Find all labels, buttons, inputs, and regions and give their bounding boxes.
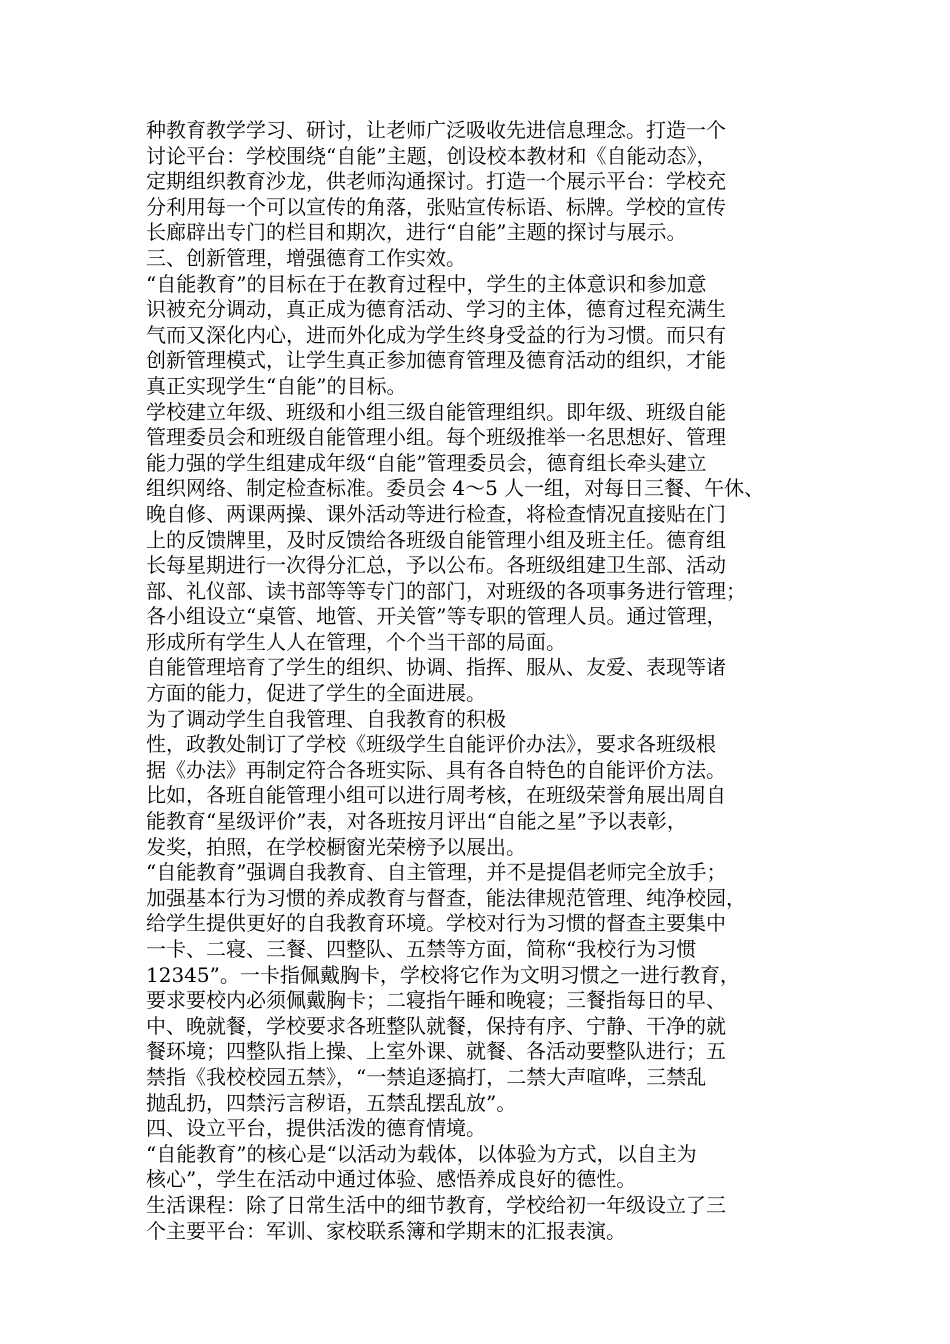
text-line: 上的反馈牌里，及时反馈给各班级自能管理小组及班主任。德育组 <box>146 527 726 552</box>
text-line: 识被充分调动，真正成为德育活动、学习的主体，德育过程充满生 <box>146 297 726 322</box>
text-line: 性，政教处制订了学校《班级学生自能评价办法》，要求各班级根 <box>146 732 716 757</box>
text-line: 能力强的学生组建成年级“自能”管理委员会，德育组长牵头建立 <box>146 450 707 475</box>
text-line: 讨论平台：学校围绕“自能”主题，创设校本教材和《自能动态》， <box>146 143 717 168</box>
text-line: 中、晚就餐，学校要求各班整队就餐，保持有序、宁静、干净的就 <box>146 1013 726 1038</box>
text-line: 一卡、二寝、三餐、四整队、五禁等方面，简称“我校行为习惯 <box>146 937 697 961</box>
text-line: 据《办法》再制定符合各班实际、具有各自特色的自能评价方法。 <box>146 757 726 782</box>
text-line: 核心”，学生在活动中通过体验、感悟养成良好的德性。 <box>146 1167 637 1192</box>
text-line: 分利用每一个可以宣传的角落，张贴宣传标语、标牌。学校的宣传 <box>146 194 726 219</box>
document-body <box>146 118 816 1244</box>
text-line: 种教育教学学习、研讨，让老师广泛吸收先进信息理念。打造一个 <box>146 118 726 142</box>
text-line: 创新管理模式，让学生真正参加德育管理及德育活动的组织，才能 <box>146 348 726 373</box>
text-line: 12345”。一卡指佩戴胸卡，学校将它作为文明习惯之一进行教育， <box>146 962 740 987</box>
text-line: 部、礼仪部、读书部等等专门的部门，对班级的各项事务进行管理； <box>146 578 746 603</box>
text-line: 加强基本行为习惯的养成教育与督查，能法律规范管理、纯净校园， <box>146 885 746 910</box>
text-line: 真正实现学生“自能”的目标。 <box>146 373 407 398</box>
text-line: 生活课程：除了日常生活中的细节教育，学校给初一年级设立了三 <box>146 1192 726 1217</box>
text-line: “自能教育”的核心是“以活动为载体，以体验为方式，以自主为 <box>146 1141 697 1166</box>
text-line: 比如，各班自能管理小组可以进行周考核，在班级荣誉角展出周自 <box>146 783 726 808</box>
text-line: “自能教育”强调自我教育、自主管理，并不是提倡老师完全放手； <box>146 860 727 885</box>
text-line: 定期组织教育沙龙，供老师沟通探讨。打造一个展示平台：学校充 <box>146 169 726 194</box>
text-line: 为了调动学生自我管理、自我教育的积极 <box>146 706 506 731</box>
text-line: 长每星期进行一次得分汇总，予以公布。各班级组建卫生部、活动 <box>146 553 726 578</box>
text-line: 禁指《我校校园五禁》，“一禁追逐搞打，二禁大声喧哗，三禁乱 <box>146 1064 707 1089</box>
text-line: 餐环境；四整队指上操、上室外课、就餐、各活动要整队进行；五 <box>146 1039 726 1064</box>
text-line: 给学生提供更好的自我教育环境。学校对行为习惯的督查主要集中 <box>146 911 726 936</box>
text-line: 管理委员会和班级自能管理小组。每个班级推举一名思想好、管理 <box>146 425 726 450</box>
text-line: “自能教育”的目标在于在教育过程中，学生的主体意识和参加意 <box>146 271 707 296</box>
text-line: 自能管理培育了学生的组织、协调、指挥、服从、友爱、表现等诸 <box>146 655 726 680</box>
text-line: 方面的能力，促进了学生的全面进展。 <box>146 681 486 706</box>
text-line: 各小组设立“桌管、地管、开关管”等专职的管理人员。通过管理， <box>146 604 727 629</box>
text-line: 晚自修、两课两操、课外活动等进行检查，将检查情况直接贴在门 <box>146 501 726 526</box>
text-line: 组织网络、制定检查标准。委员会 4～5 人一组，对每日三餐、午休、 <box>146 476 765 501</box>
text-line: 个主要平台：军训、家校联系簿和学期末的汇报表演。 <box>146 1218 626 1243</box>
text-line: 学校建立年级、班级和小组三级自能管理组织。即年级、班级自能 <box>146 399 726 424</box>
text-line: 气而又深化内心，进而外化成为学生终身受益的行为习惯。而只有 <box>146 322 726 347</box>
text-line: 发奖，拍照，在学校橱窗光荣榜予以展出。 <box>146 834 526 859</box>
text-line: 长廊辟出专门的栏目和期次，进行“自能”主题的探讨与展示。 <box>146 220 687 245</box>
text-line: 形成所有学生人人在管理，个个当干部的局面。 <box>146 629 566 654</box>
text-line: 抛乱扔，四禁污言秽语，五禁乱摆乱放”。 <box>146 1090 517 1115</box>
text-line: 要求要校内必须佩戴胸卡；二寝指午睡和晚寝；三餐指每日的早、 <box>146 988 726 1013</box>
text-line: 四、设立平台，提供活泼的德育情境。 <box>146 1116 486 1141</box>
text-line: 能教育“星级评价”表，对各班按月评出“自能之星”予以表彰， <box>146 809 687 834</box>
text-line: 三、创新管理，增强德育工作实效。 <box>146 245 466 270</box>
